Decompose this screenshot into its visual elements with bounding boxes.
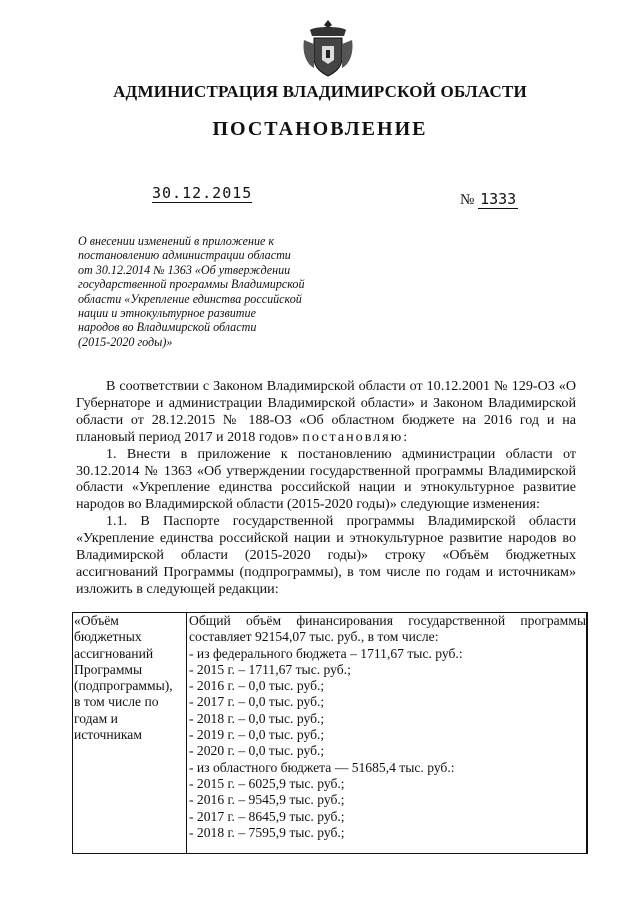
value-line: - 2018 г. – 7595,9 тыс. руб.; xyxy=(189,824,345,840)
body-paragraph-3: 1.1. В Паспорте государственной программы Владимирской области «Укрепление единства российской нации и этнокультурное развитие народов во Владимирской области (2015-2020 годы)» строку «Объём бюджетных ассигнований Программы (подпрограммы), в том числе по годам и источникам» изложить в следующей редакции: xyxy=(76,513,576,597)
subject-line: постановлению администрации области xyxy=(78,248,291,263)
number-prefix: № xyxy=(460,192,475,208)
value-intro: Общий объём финансирования государственной программы составляет 92154,07 тыс. руб., в том числе: xyxy=(189,613,586,645)
organization-title: АДМИНИСТРАЦИЯ ВЛАДИМИРСКОЙ ОБЛАСТИ xyxy=(113,82,527,101)
label-line: в том числе по xyxy=(74,694,159,710)
coat-of-arms-icon xyxy=(300,18,356,78)
label-line: ассигнований xyxy=(74,645,154,661)
value-line: - 2017 г. – 0,0 тыс. руб.; xyxy=(189,694,325,710)
subject-line: области «Укрепление единства российской xyxy=(78,291,302,306)
value-line: - из федерального бюджета – 1711,67 тыс. руб.: xyxy=(189,645,463,661)
subject-line: О внесении изменений в приложение к xyxy=(78,234,275,248)
number-value: 1333 xyxy=(480,190,517,208)
label-line: Программы xyxy=(74,661,143,677)
document-body xyxy=(76,378,576,598)
table-value-cell xyxy=(187,613,588,854)
value-line: - 2017 г. – 8645,9 тыс. руб.; xyxy=(189,808,345,824)
value-line: - 2015 г. – 1711,67 тыс. руб.; xyxy=(189,661,351,677)
subject-line: нации и этнокультурное развитие xyxy=(78,306,256,321)
subject-line: (2015-2020 годы)» xyxy=(78,334,173,349)
label-line: «Объём xyxy=(74,613,119,628)
value-line: - 2019 г. – 0,0 тыс. руб.; xyxy=(189,727,325,743)
value-line: - 2020 г. – 0,0 тыс. руб.; xyxy=(189,743,325,759)
table-label-cell xyxy=(73,613,187,854)
subject-line: от 30.12.2014 № 1363 «Об утверждении xyxy=(78,262,291,277)
paragraph-1-action: постановляю: xyxy=(302,428,410,445)
document-subject xyxy=(78,234,348,349)
subject-line: народов во Владимирской области xyxy=(78,320,257,335)
document-type: ПОСТАНОВЛЕНИЕ xyxy=(212,118,428,140)
value-line: - 2016 г. – 0,0 тыс. руб.; xyxy=(189,678,325,694)
label-line: бюджетных xyxy=(74,629,142,645)
value-line: - 2018 г. – 0,0 тыс. руб.; xyxy=(189,710,325,726)
body-paragraph-1 xyxy=(76,378,576,446)
funding-table xyxy=(72,612,588,854)
subject-line: государственной программы Владимирской xyxy=(78,277,305,292)
paragraph-1-text: В соответствии с Законом Владимирской области от 10.12.2001 № 129-ОЗ «О Губернаторе и администрации Владимирской области» и Законом Владимирской области от 28.12.2015 № 188-ОЗ «Об областном бюджете на 2016 год и на плановый период 2017 и 2018 годов» xyxy=(76,378,576,445)
label-line: годам и xyxy=(74,710,118,726)
document-number xyxy=(460,190,518,209)
body-paragraph-2: 1. Внести в приложение к постановлению администрации области от 30.12.2014 № 1363 «Об утверждении государственной программы Владимирской области «Укрепление единства российской нации и этнокультурное развитие народов во Владимирской области (2015-2020 годы)» следующие изменения: xyxy=(76,445,576,513)
label-line: источникам xyxy=(74,727,142,743)
table-row xyxy=(73,613,588,854)
document-date: 30.12.2015 xyxy=(152,184,253,202)
label-line: (подпрограммы), xyxy=(74,678,173,694)
value-line: - 2015 г. – 6025,9 тыс. руб.; xyxy=(189,775,345,791)
value-line: - из областного бюджета — 51685,4 тыс. руб.: xyxy=(189,759,455,775)
value-line: - 2016 г. – 9545,9 тыс. руб.; xyxy=(189,792,345,808)
